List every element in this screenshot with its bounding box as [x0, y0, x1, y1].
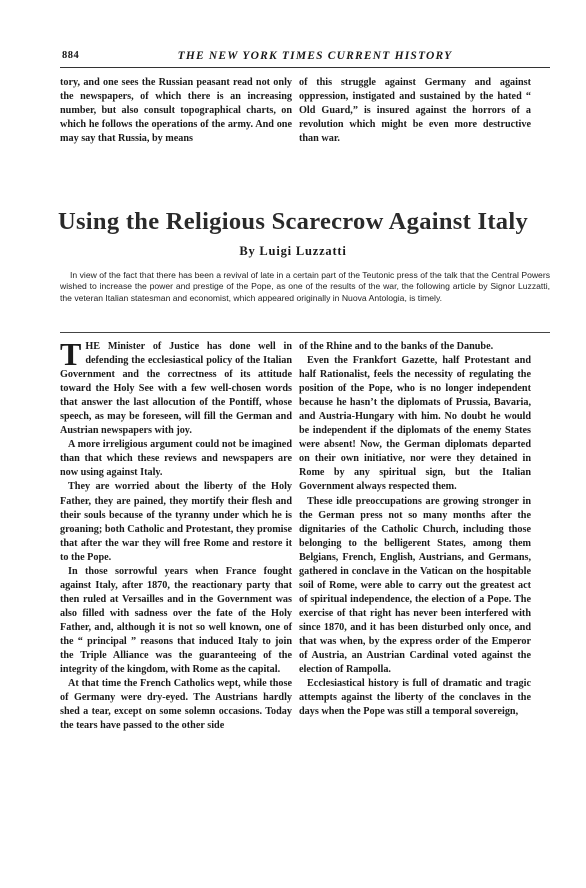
paragraph: of the Rhine and to the banks of the Danube.	[299, 341, 494, 352]
paragraph: A more irreligious argument could not be imagined than that which these reviews and newspapers are now using against Italy.	[60, 439, 292, 479]
article-title: Using the Religious Scarecrow Against Italy	[57, 208, 528, 235]
intro-rule	[60, 332, 550, 333]
preceding-text-left: tory, and one sees the Russian peasant read not only the newspapers, of which there is an increasing number, but also consult topographical charts, on which he follows the operations of the army. And one may say that Russia, by means	[60, 77, 292, 145]
journal-title: THE NEW YORK TIMES CURRENT HISTORY	[177, 50, 453, 62]
paragraph: Even the Frankfort Gazette, half Protestant and half Rationalist, feels the necessity of regulating the position of the Pope, who is no longer independent because he hasn’t the diplomats of Prussia, Bavaria, and Austria-Hungary with him. No doubt he would be independent if the diplomats of the enemy States were absent! Now, the German diplomats departed on their own initiative, nor were they detained in Rome by any spiritual sign, but the Italian Government always respected them.	[299, 355, 531, 493]
preceding-article-right-column	[299, 76, 531, 146]
page-number: 884	[62, 50, 80, 61]
paragraph: They are worried about the liberty of the Holy Father, they are pained, they mortify their flesh and their souls because of the tyranny under which he is groaning; both Catholic and Protestant, they promise that after the war they will free Rome and restore it to the Pope.	[60, 481, 292, 563]
paragraph: In those sorrowful years when France fought against Italy, after 1870, the reactionary party that then ruled at Versailles and in the Government was also filled with sadness over the fate of the Holy Father, and, although it is not so well known, one of the “ principal ” reasons that induced Italy to join the Triple Alliance was the guaranteeing of the integrity of the kingdom, with Rome as the capital.	[60, 565, 292, 676]
paragraph	[60, 336, 292, 438]
article-right-column	[299, 340, 531, 719]
preceding-text-right: of this struggle against Germany and against oppression, instigated and sustained by the hated “ Old Guard,” is insured against the horrors of a revolution which might be even more destructive than war.	[299, 77, 531, 145]
article-left-column	[60, 336, 292, 733]
paragraph: At that time the French Catholics wept, while those of Germany were dry-eyed. The Austrians hardly shed a tear, except on some solemn occasions. Today the tears have passed to the other side	[60, 678, 292, 732]
paragraph: These idle preoccupations are growing stronger in the German press not so many months after the dignitaries of the Catholic Church, including those belonging to the belligerent States, among them Belgians, French, English, Austrians, and Germans, gathered in conclave in the Vatican on the hospitable soil of Rome, were able to carry out the greatest act of spiritual independence, the election of a Pope. The exercise of that right has never been interfered with since 1870, and it has been disturbed only once, and that was when, by the express order of the Emperor of Austria, an Austrian Cardinal voted against the election of Rampolla.	[299, 495, 531, 676]
article-byline: By Luigi Luzzatti	[239, 244, 347, 258]
paragraph-text: HE Minister of Justice has done well in defending the ecclesiastical policy of the Italian Government and the correctness of its attitude toward the Holy See with a few well-chosen words that answer the last allocution of the Pontiff, whose speech, as may be foreseen, will fill the German and Austrian newspapers with joy.	[60, 341, 292, 437]
drop-cap: T	[60, 336, 82, 372]
running-head	[62, 50, 548, 64]
preceding-article-left-column	[60, 76, 292, 146]
header-rule	[60, 67, 550, 68]
article-intro: In view of the fact that there has been a revival of late in a certain part of the Teutonic press of the talk that the Central Powers wished to increase the power and prestige of the Pope, as one of the results of the war, the following article by Signor Luzzatti, the veteran Italian statesman and economist, which appeared originally in Nuova Antologia, is timely.	[60, 270, 550, 303]
paragraph: Ecclesiastical history is full of dramatic and tragic attempts against the liberty of the conclaves in the days when the Pope was still a temporal sovereign,	[299, 678, 531, 718]
